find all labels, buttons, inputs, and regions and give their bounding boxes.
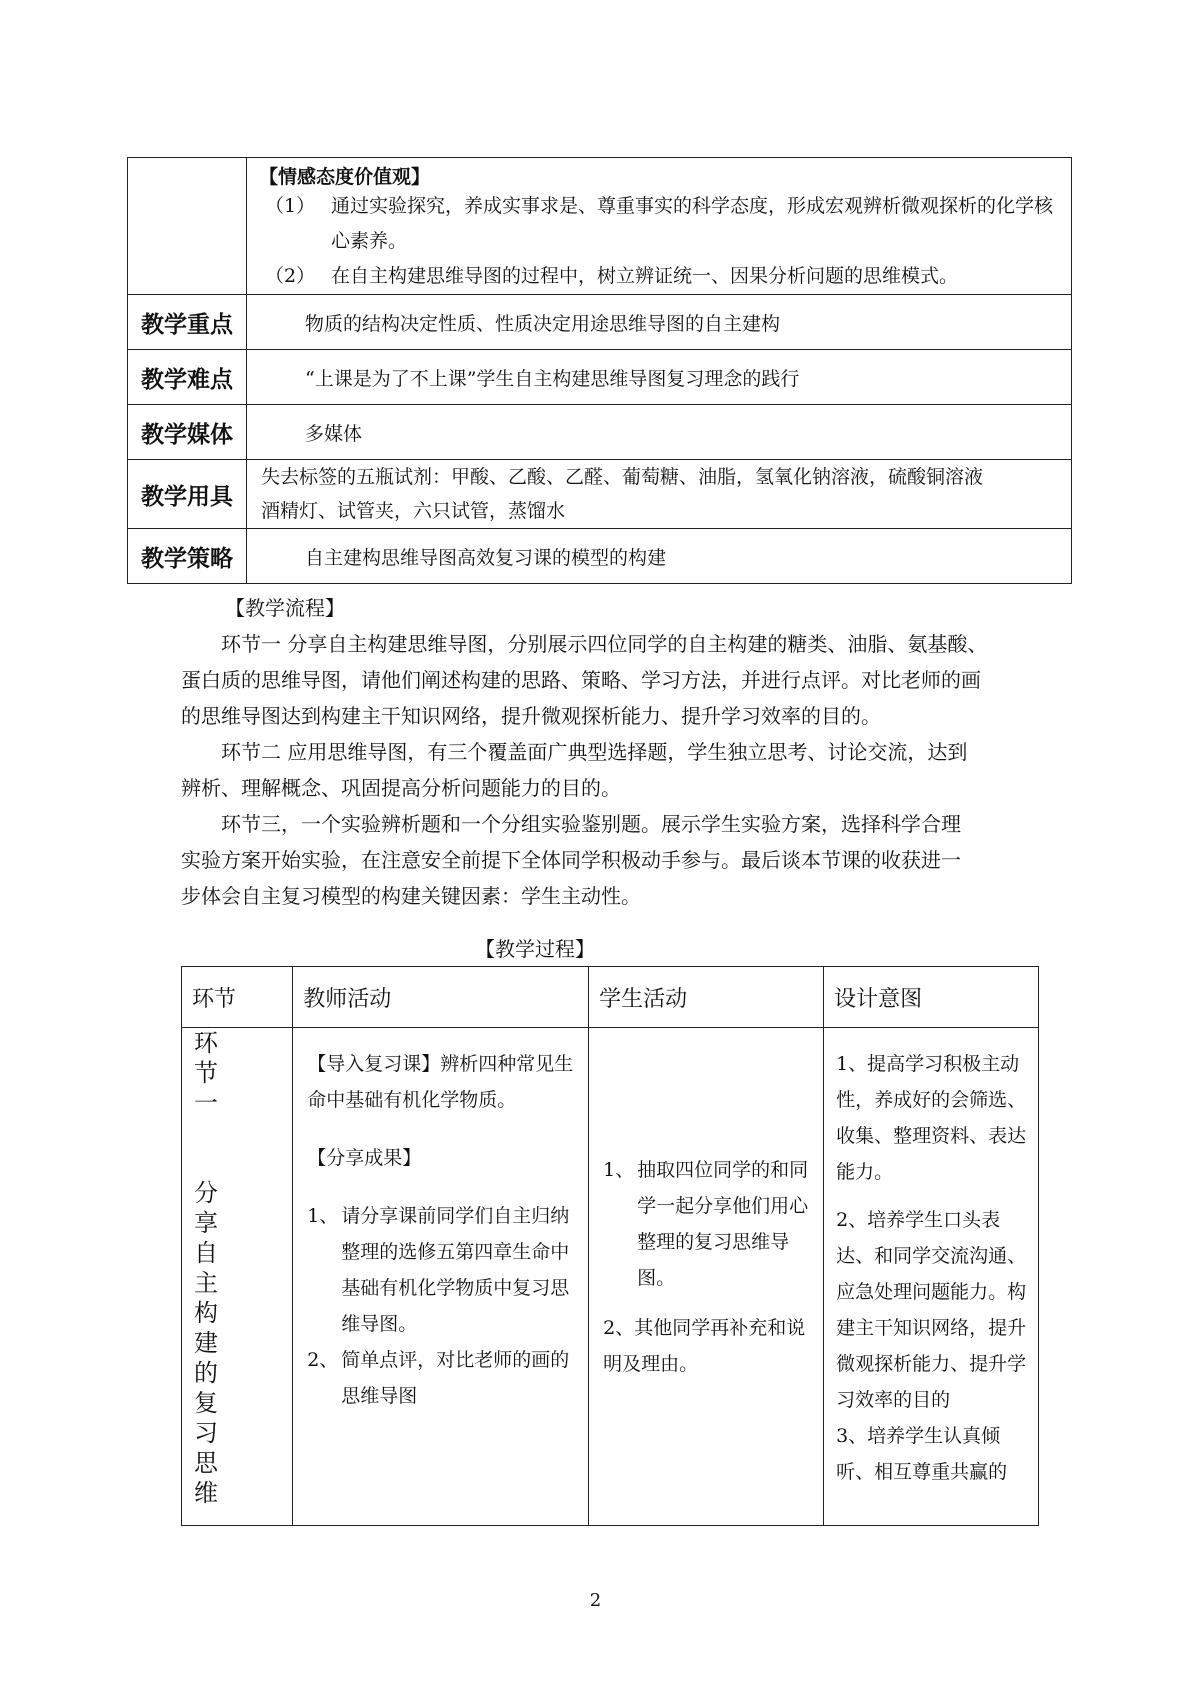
student-item-1 — [603, 1152, 815, 1296]
tools-label: 教学用具 — [128, 460, 247, 529]
header-teacher: 教师活动 — [293, 967, 589, 1028]
stage-char: 的 — [194, 1359, 218, 1387]
item-num: 1、 — [603, 1159, 635, 1181]
header-stage: 环节 — [182, 967, 293, 1028]
stage-char: 构 — [194, 1299, 218, 1327]
empty-label-cell — [128, 158, 247, 295]
flow-paragraph-1 — [181, 626, 1021, 734]
stage-char: 节 — [194, 1059, 218, 1087]
strategy-label: 教学策略 — [128, 529, 247, 584]
tools-line-2: 酒精灯、试管夹，六只试管，蒸馏水 — [261, 500, 566, 522]
design-intent-cell — [824, 1028, 1039, 1526]
flow-line: 实验方案开始实验，在注意安全前提下全体同学积极动手参与。最后谈本节课的收获进一 — [181, 848, 961, 872]
stage-char: 分 — [194, 1179, 218, 1207]
difficulty-value: “上课是为了不上课”学生自主构建思维导图复习理念的践行 — [247, 350, 1072, 405]
attitude-item-num: （2） — [265, 265, 316, 287]
design-point-3: 3、培养学生认真倾听、相互尊重共赢的 — [836, 1425, 1008, 1483]
objectives-table — [127, 157, 1072, 584]
stage-char: 一 — [194, 1089, 218, 1117]
stage-char: 享 — [194, 1209, 218, 1237]
media-value: 多媒体 — [247, 405, 1072, 460]
attitude-title: 【情感态度价值观】 — [259, 166, 431, 188]
teacher-share-title: 【分享成果】 — [307, 1147, 422, 1169]
stage-char: 思 — [194, 1449, 218, 1477]
difficulty-label: 教学难点 — [128, 350, 247, 405]
item-text: 抽取四位同学的和同学一起分享他们用心整理的复习思维导图。 — [637, 1159, 809, 1289]
flow-line: 辨析、理解概念、巩固提高分析问题能力的目的。 — [181, 776, 621, 800]
page-number: 2 — [589, 1590, 602, 1611]
attitude-item-1 — [247, 189, 1071, 259]
key-point-label: 教学重点 — [128, 295, 247, 350]
attitude-cell — [247, 158, 1072, 295]
flow-line: 的思维导图达到构建主干知识网络，提升微观探析能力、提升学习效率的目的。 — [181, 704, 881, 728]
teacher-item-1 — [307, 1198, 580, 1342]
stage-char: 主 — [194, 1269, 218, 1297]
design-point-2: 2、培养学生口头表达、和同学交流沟通、应急处理问题能力。构建主干知识网络，提升微观探析能力、提升学习效率的目的 — [836, 1209, 1027, 1411]
stage-char: 习 — [194, 1419, 218, 1447]
flow-line: 环节三，一个实验辨析题和一个分组实验鉴别题。展示学生实验方案，选择科学合理 — [221, 812, 961, 836]
stage-char: 建 — [194, 1329, 218, 1357]
process-title: 【教学过程】 — [475, 937, 595, 961]
attitude-item-num: （1） — [265, 195, 316, 217]
item-text: 请分享课前同学们自主归纳整理的选修五第四章生命中基础有机化学物质中复习思维导图。 — [341, 1205, 570, 1335]
process-header-row — [182, 967, 1039, 1028]
tools-value — [247, 460, 1072, 529]
stage-cell — [182, 1028, 293, 1526]
stage-char: 维 — [194, 1479, 218, 1507]
flow-paragraph-2 — [181, 734, 1021, 806]
flow-title: 【教学流程】 — [225, 596, 345, 620]
teacher-activity-cell — [293, 1028, 589, 1526]
attitude-item-text: 通过实验探究，养成实事求是、尊重事实的科学态度，形成宏观辨析微观探析的化学核心素养。 — [331, 195, 1054, 252]
attitude-item-text: 在自主构建思维导图的过程中，树立辨证统一、因果分析问题的思维模式。 — [331, 265, 959, 287]
process-row-stage-1 — [182, 1028, 1039, 1526]
item-num: 1、 — [307, 1205, 339, 1227]
student-activity-cell — [589, 1028, 824, 1526]
teacher-intro: 【导入复习课】辨析四种常见生命中基础有机化学物质。 — [307, 1053, 574, 1111]
teacher-item-2 — [307, 1342, 580, 1414]
flow-line: 环节二 应用思维导图，有三个覆盖面广典型选择题，学生独立思考、讨论交流，达到 — [221, 740, 968, 764]
flow-line: 步体会自主复习模型的构建关键因素：学生主动性。 — [181, 884, 641, 908]
item-text: 简单点评，对比老师的画的思维导图 — [341, 1349, 570, 1407]
item-num: 2、 — [307, 1349, 339, 1371]
stage-char: 环 — [194, 1029, 218, 1057]
tools-line-1: 失去标签的五瓶试剂：甲酸、乙酸、乙醛、葡萄糖、油脂，氢氧化钠溶液，硫酸铜溶液 — [261, 466, 984, 488]
media-label: 教学媒体 — [128, 405, 247, 460]
process-table — [181, 966, 1039, 1526]
flow-line: 环节一 分享自主构建思维导图，分别展示四位同学的自主构建的糖类、油脂、氨基酸、 — [221, 632, 988, 656]
flow-line: 蛋白质的思维导图，请他们阐述构建的思路、策略、学习方法，并进行点评。对比老师的画 — [181, 668, 981, 692]
header-student: 学生活动 — [589, 967, 824, 1028]
attitude-item-2 — [247, 259, 1071, 294]
header-design: 设计意图 — [824, 967, 1039, 1028]
flow-paragraph-3 — [181, 806, 1021, 914]
key-point-value: 物质的结构决定性质、性质决定用途思维导图的自主建构 — [247, 295, 1072, 350]
stage-char: 复 — [194, 1389, 218, 1417]
stage-char: 自 — [194, 1239, 218, 1267]
strategy-value: 自主建构思维导图高效复习课的模型的构建 — [247, 529, 1072, 584]
student-item-2: 2、其他同学再补充和说明及理由。 — [603, 1317, 806, 1375]
design-point-1: 1、提高学习积极主动性，养成好的会筛选、收集、整理资料、表达能力。 — [836, 1053, 1027, 1183]
